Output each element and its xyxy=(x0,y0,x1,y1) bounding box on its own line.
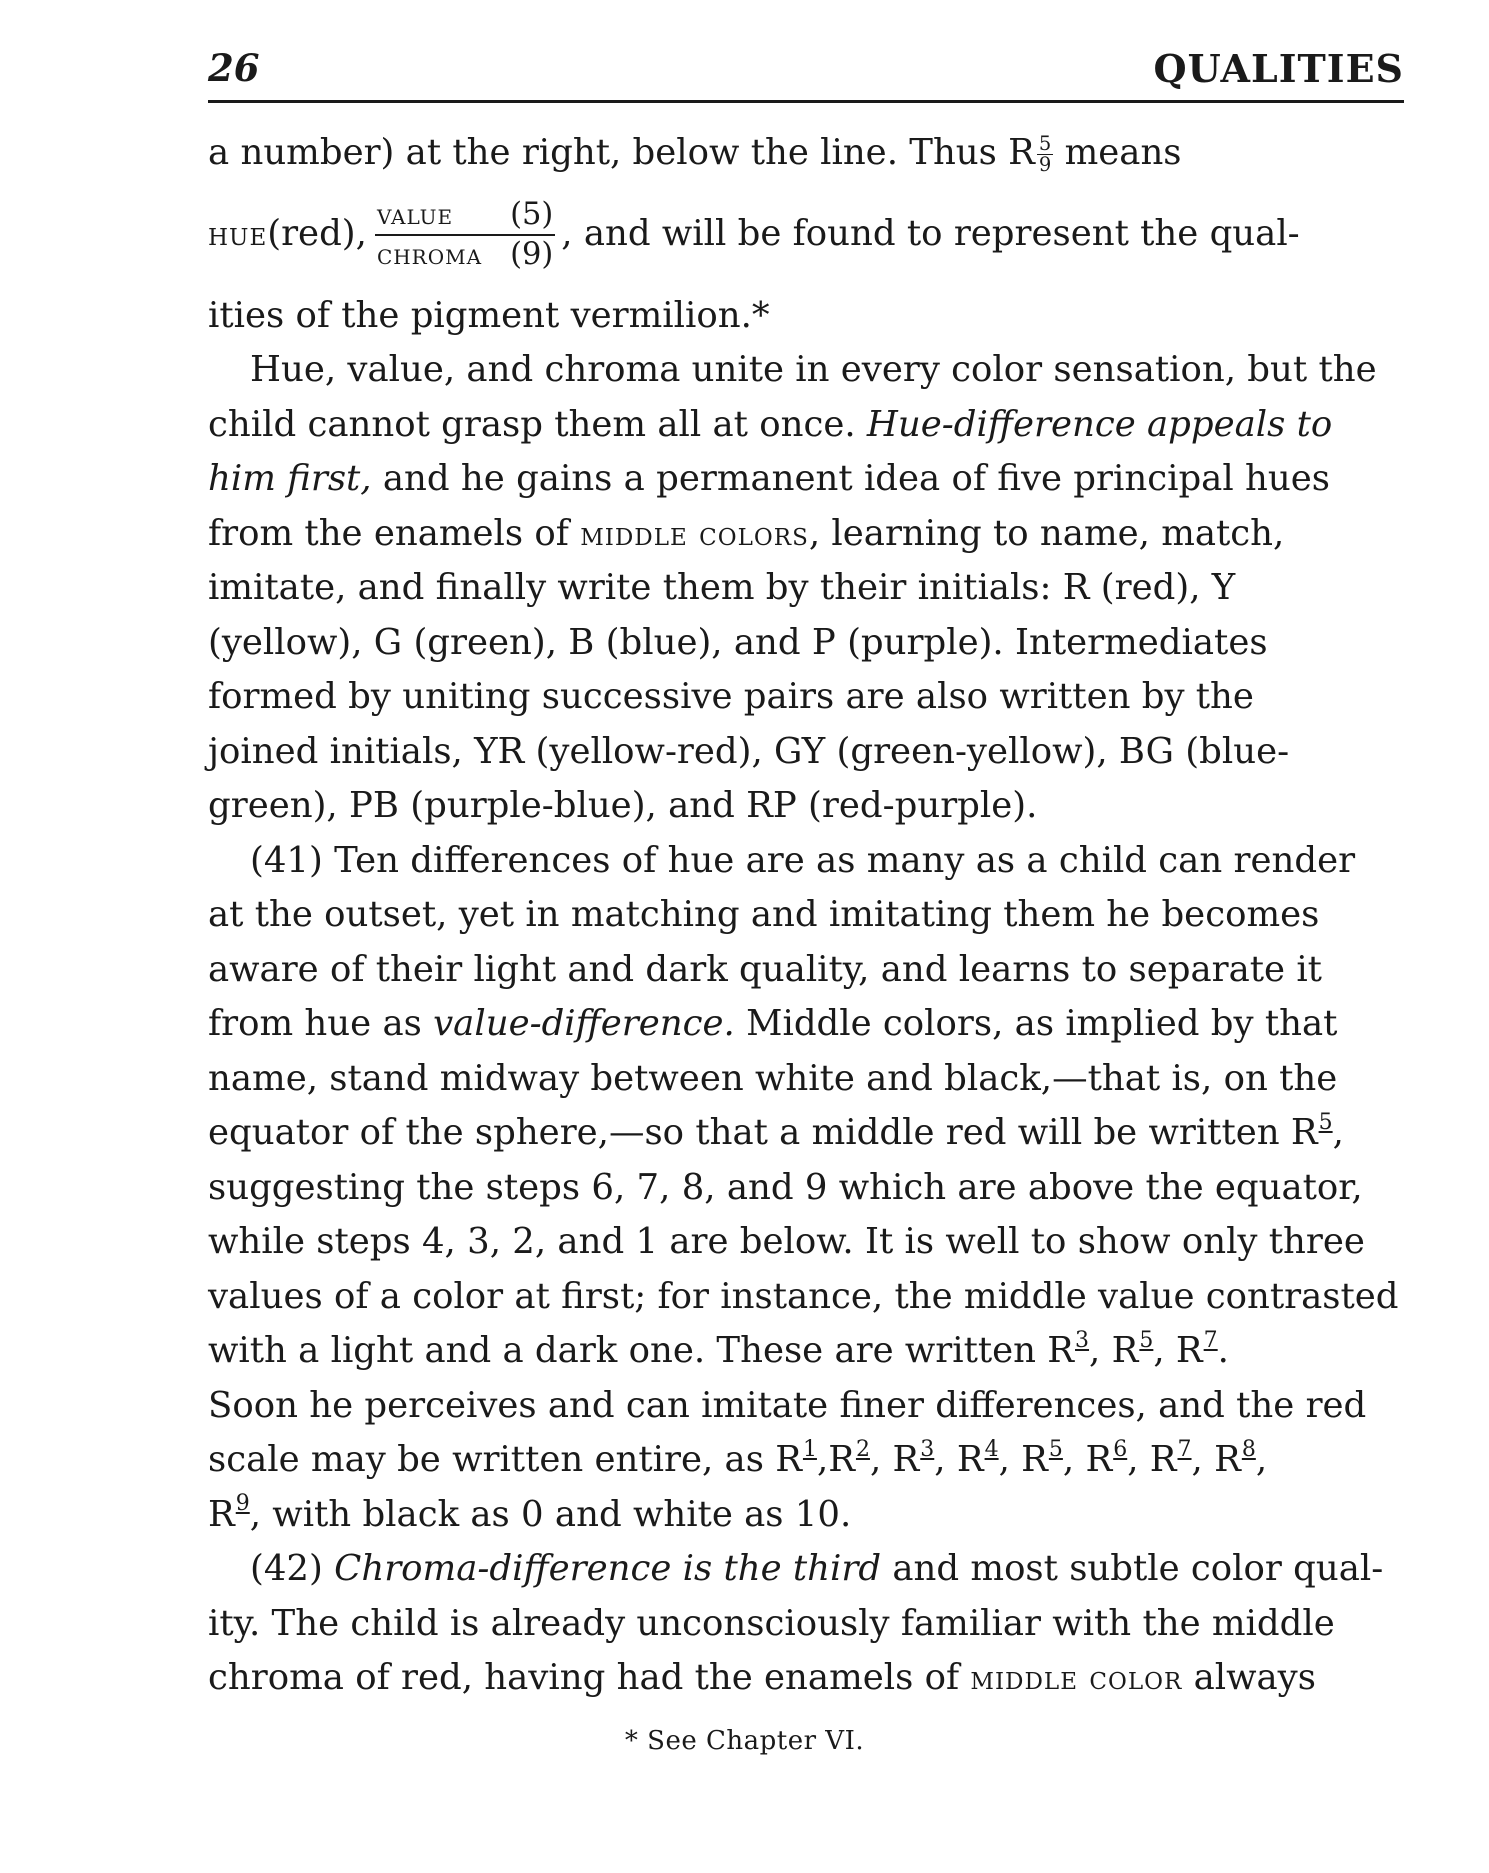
text-line: scale may be written entire, as R1,R2, R3, R4, R5, R6, R7, R8, xyxy=(208,1436,1268,1480)
text-line: (yellow), G (green), B (blue), and P (purple). Intermediates xyxy=(208,621,1268,663)
text-line: ity. The child is already unconsciously familiar with the middle xyxy=(208,1602,1335,1644)
value-chroma-formula: hue (red), value (5) chroma (9) , and will be found to represent the qual- xyxy=(208,196,1300,272)
text-line: equator of the sphere,—so that a middle red will be written R5, xyxy=(208,1109,1344,1153)
text-line: at the outset, yet in matching and imitating them he becomes xyxy=(208,894,1320,935)
text-line: suggesting the steps 6, 7, 8, and 9 which are above the equator, xyxy=(208,1166,1363,1208)
hue-fraction: $\frac{5}{9}$ xyxy=(1038,131,1052,176)
paragraph-first-line: Hue, value, and chroma unite in every color sensation, but the xyxy=(250,349,1377,390)
page-header xyxy=(208,38,1404,103)
text-line: green), PB (purple-blue), and RP (red-purple). xyxy=(208,785,1038,826)
text-line: chroma of red, having had the enamels of middle color always xyxy=(208,1657,1316,1698)
text-line: from the enamels of middle colors, learning to name, match, xyxy=(208,512,1285,554)
text-line: imitate, and finally write them by their initials: R (red), Y xyxy=(208,567,1236,608)
text-line: joined initials, YR (yellow-red), GY (green-yellow), BG (blue- xyxy=(208,730,1290,772)
text-line: aware of their light and dark quality, and learns to separate it xyxy=(208,948,1322,990)
text-line: him first, and he gains a permanent idea of five principal hues xyxy=(208,458,1330,499)
text-line: from hue as value-difference. Middle colors, as implied by that xyxy=(208,1003,1338,1044)
running-head: QUALITIES xyxy=(1153,46,1404,91)
text-line: while steps 4, 3, 2, and 1 are below. It is well to show only three xyxy=(208,1221,1365,1262)
body-text xyxy=(208,126,1404,1706)
page-number: 26 xyxy=(208,46,260,90)
text-line: R9, with black as 0 and white as 10. xyxy=(208,1491,852,1535)
paragraph-first-line: (42) Chroma-difference is the third and most subtle color qual- xyxy=(250,1548,1384,1589)
footnote: * See Chapter VI. xyxy=(624,1726,865,1756)
hue-label: hue xyxy=(208,215,268,254)
value-over-chroma-fraction: value (5) chroma (9) xyxy=(376,196,554,272)
paragraph-first-line: (41) Ten differences of hue are as many as a child can render xyxy=(250,839,1356,881)
text-line: a number) at the right, below the line. Thus R $\frac{5}{9}$ means xyxy=(208,131,1182,176)
text-line: values of a color at first; for instance, the middle value contrasted xyxy=(208,1275,1399,1317)
text-line: child cannot grasp them all at once. Hue-difference appeals to xyxy=(208,403,1333,445)
text-line: Soon he perceives and can imitate finer differences, and the red xyxy=(208,1384,1367,1426)
text-line: formed by uniting successive pairs are also written by the xyxy=(208,676,1254,717)
text-line: name, stand midway between white and black,—that is, on the xyxy=(208,1057,1338,1099)
text-line: ities of the pigment vermilion.* xyxy=(208,294,770,336)
text-line: with a light and a dark one. These are written R3, R5, R7. xyxy=(208,1327,1229,1371)
